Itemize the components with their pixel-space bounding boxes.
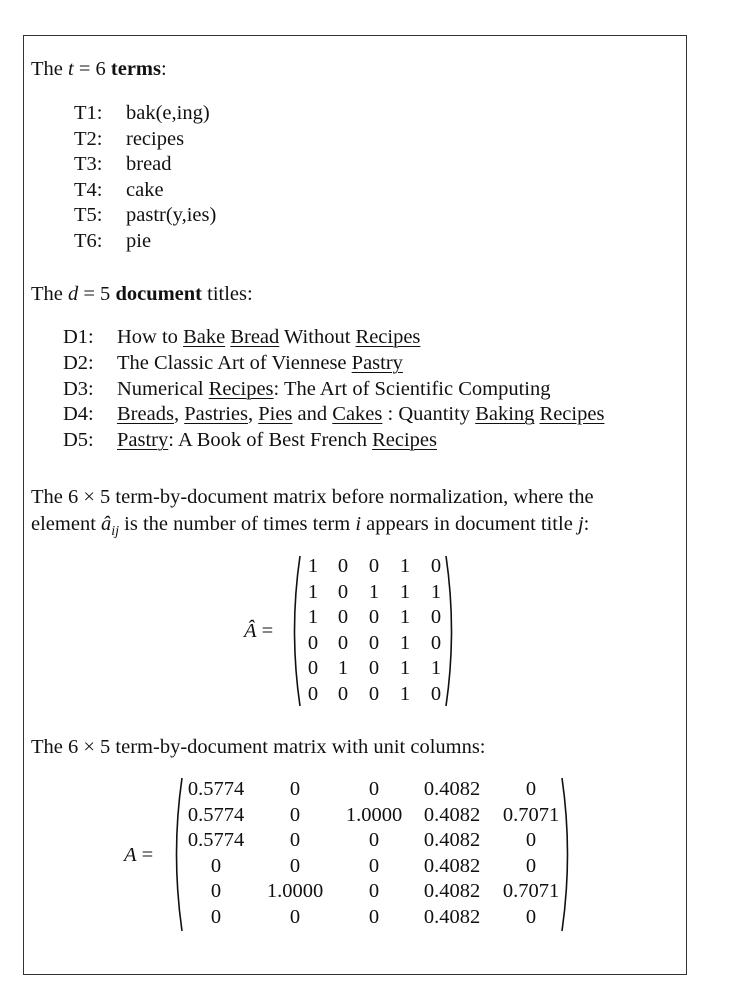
matrix2-description: The 6 × 5 term-by-document matrix with unit columns:	[31, 736, 486, 758]
document-row	[63, 350, 403, 376]
underlined-term: Cakes	[332, 403, 383, 426]
matrix1-cell: 1	[399, 631, 411, 654]
underlined-term: Recipes	[372, 429, 438, 452]
document-row	[63, 376, 550, 402]
title-text: : The Art of Scientific Computing	[273, 377, 551, 400]
matrix2-cell: 0	[289, 829, 301, 851]
document-row	[63, 401, 604, 427]
document-title	[117, 429, 437, 451]
underlined-term: Recipes	[208, 377, 274, 400]
document-title	[117, 326, 420, 348]
matrix2-cell: 0	[289, 803, 301, 826]
matrix1-cell: 1	[337, 657, 349, 679]
matrix2-cell: 0	[210, 880, 222, 902]
matrix1-cell: 0	[307, 631, 319, 654]
underlined-term: Baking	[475, 403, 535, 426]
term-text: pastr(y,ies)	[126, 204, 217, 227]
term-row	[74, 228, 151, 254]
documents-heading: The d = 5 document titles:	[31, 283, 253, 305]
matrix1-cell: 0	[430, 631, 442, 654]
matrix1-cell: 0	[368, 631, 380, 654]
matrix1-cell: 0	[307, 682, 319, 705]
matrix1-cell: 0	[368, 657, 380, 679]
document-title	[117, 352, 403, 374]
title-text: How to	[117, 326, 184, 348]
term-row	[74, 202, 216, 228]
matrix1-cell: 1	[399, 657, 411, 679]
title-text: ,	[247, 403, 259, 426]
underlined-term: Pastry	[117, 429, 169, 452]
term-label: T4:	[74, 178, 103, 201]
term-label: T5:	[74, 204, 103, 227]
underlined-term: Pastry	[351, 351, 403, 374]
matrix1-cell: 1	[430, 580, 442, 603]
title-text: ,	[173, 403, 185, 426]
matrix2-cell: 0	[289, 778, 301, 800]
term-row	[74, 151, 172, 177]
title-text: The Classic Art of Viennese	[117, 351, 352, 374]
matrix1-cell: 0	[337, 682, 349, 705]
matrix1-cell: 0	[337, 555, 349, 577]
matrix2-cell: 0	[210, 854, 222, 877]
matrix2-cell: 0.4082	[423, 803, 481, 826]
matrix1-cell: 1	[307, 580, 319, 603]
matrix2-cell: 0.5774	[187, 778, 245, 800]
matrix2-cell: 0	[368, 778, 380, 800]
matrix1-cell: 0	[337, 606, 349, 628]
underlined-term: Bread	[230, 326, 280, 348]
term-row	[74, 177, 164, 203]
matrix1-cell: 1	[430, 657, 442, 679]
title-text: and	[292, 403, 333, 426]
matrix1-cell: 0	[307, 657, 319, 679]
matrix1-cell: 1	[307, 606, 319, 628]
term-text: cake	[126, 178, 164, 201]
matrix1-cell: 0	[337, 631, 349, 654]
term-row	[74, 100, 210, 126]
document-label: D1:	[63, 326, 94, 348]
term-label: T2:	[74, 127, 103, 150]
matrix2-cell: 0	[368, 905, 380, 928]
matrix1-cell: 0	[368, 606, 380, 628]
underlined-term: Recipes	[355, 326, 421, 348]
matrix1-description-line1: The 6 × 5 term-by-document matrix before normalization, where the	[31, 486, 594, 508]
matrix2-cell: 0	[525, 854, 537, 877]
document-label: D5:	[63, 429, 94, 452]
matrix2-cell: 0.5774	[187, 803, 245, 826]
matrix1-cell: 1	[399, 606, 411, 628]
term-text: bread	[126, 153, 172, 176]
underlined-term: Recipes	[539, 403, 605, 426]
document-label: D3:	[63, 377, 94, 400]
term-text: recipes	[126, 127, 185, 150]
title-text: Without	[279, 326, 356, 348]
term-label: T1:	[74, 102, 103, 124]
title-text: : Quantity	[382, 403, 476, 426]
matrix2-cell: 1.0000	[345, 803, 403, 826]
title-text: : A Book of Best French	[168, 429, 373, 452]
matrix1-cell: 0	[368, 555, 380, 577]
matrix2-cell: 0.4082	[423, 880, 481, 902]
matrix1-cell: 1	[399, 580, 411, 603]
matrix1-cell: 0	[337, 580, 349, 603]
term-label: T3:	[74, 153, 103, 176]
matrix1-description-line2: element $â_{ij}$ is the number of times term i appears in document title j:	[31, 513, 590, 540]
matrix1-lhs: Â =	[244, 620, 274, 642]
matrix2-cell: 0	[368, 829, 380, 851]
title-text: Numerical	[117, 377, 209, 400]
matrix2-cell: 0	[525, 829, 537, 851]
matrix2-lhs: A =	[124, 844, 154, 866]
matrix1-cell: 0	[430, 555, 442, 577]
term-text: bak(e,ing)	[126, 102, 210, 124]
matrix2-cell: 0	[210, 905, 222, 928]
matrix1-cell: 1	[399, 555, 411, 577]
term-label: T6:	[74, 230, 103, 252]
matrix2-cell: 1.0000	[266, 880, 324, 902]
underlined-term: Pies	[258, 403, 293, 426]
matrix1-cell: 0	[430, 606, 442, 628]
matrix2-cell: 0.4082	[423, 854, 481, 877]
underlined-term: Bake	[183, 326, 226, 348]
matrix2-cell: 0.7071	[502, 880, 560, 902]
matrix1-cell: 1	[368, 580, 380, 603]
document-row	[63, 324, 420, 350]
document-title	[117, 378, 550, 400]
document-title	[117, 403, 604, 425]
document-row	[63, 427, 437, 453]
underlined-term: Pastries	[184, 403, 248, 426]
matrix1-cell: 0	[430, 682, 442, 705]
matrix1-cell: 0	[368, 682, 380, 705]
matrix2-cell: 0	[525, 778, 537, 800]
term-text: pie	[126, 230, 152, 252]
matrix2-cell: 0	[289, 854, 301, 877]
matrix2-cell: 0.5774	[187, 829, 245, 851]
document-label: D2:	[63, 351, 94, 374]
matrix2-cell: 0.4082	[423, 829, 481, 851]
matrix1-cell: 1	[307, 555, 319, 577]
matrix2-cell: 0.4082	[423, 905, 481, 928]
matrix1-cell: 1	[399, 682, 411, 705]
matrix2-cell: 0	[368, 880, 380, 902]
terms-heading: The t = 6 terms:	[31, 58, 167, 80]
matrix2-cell: 0	[289, 905, 301, 928]
matrix2-cell: 0.4082	[423, 778, 481, 800]
matrix2-cell: 0	[525, 905, 537, 928]
matrix2-cell: 0	[368, 854, 380, 877]
document-label: D4:	[63, 403, 94, 426]
matrix2-cell: 0.7071	[502, 803, 560, 826]
term-row	[74, 126, 184, 152]
underlined-term: Breads	[117, 403, 174, 426]
